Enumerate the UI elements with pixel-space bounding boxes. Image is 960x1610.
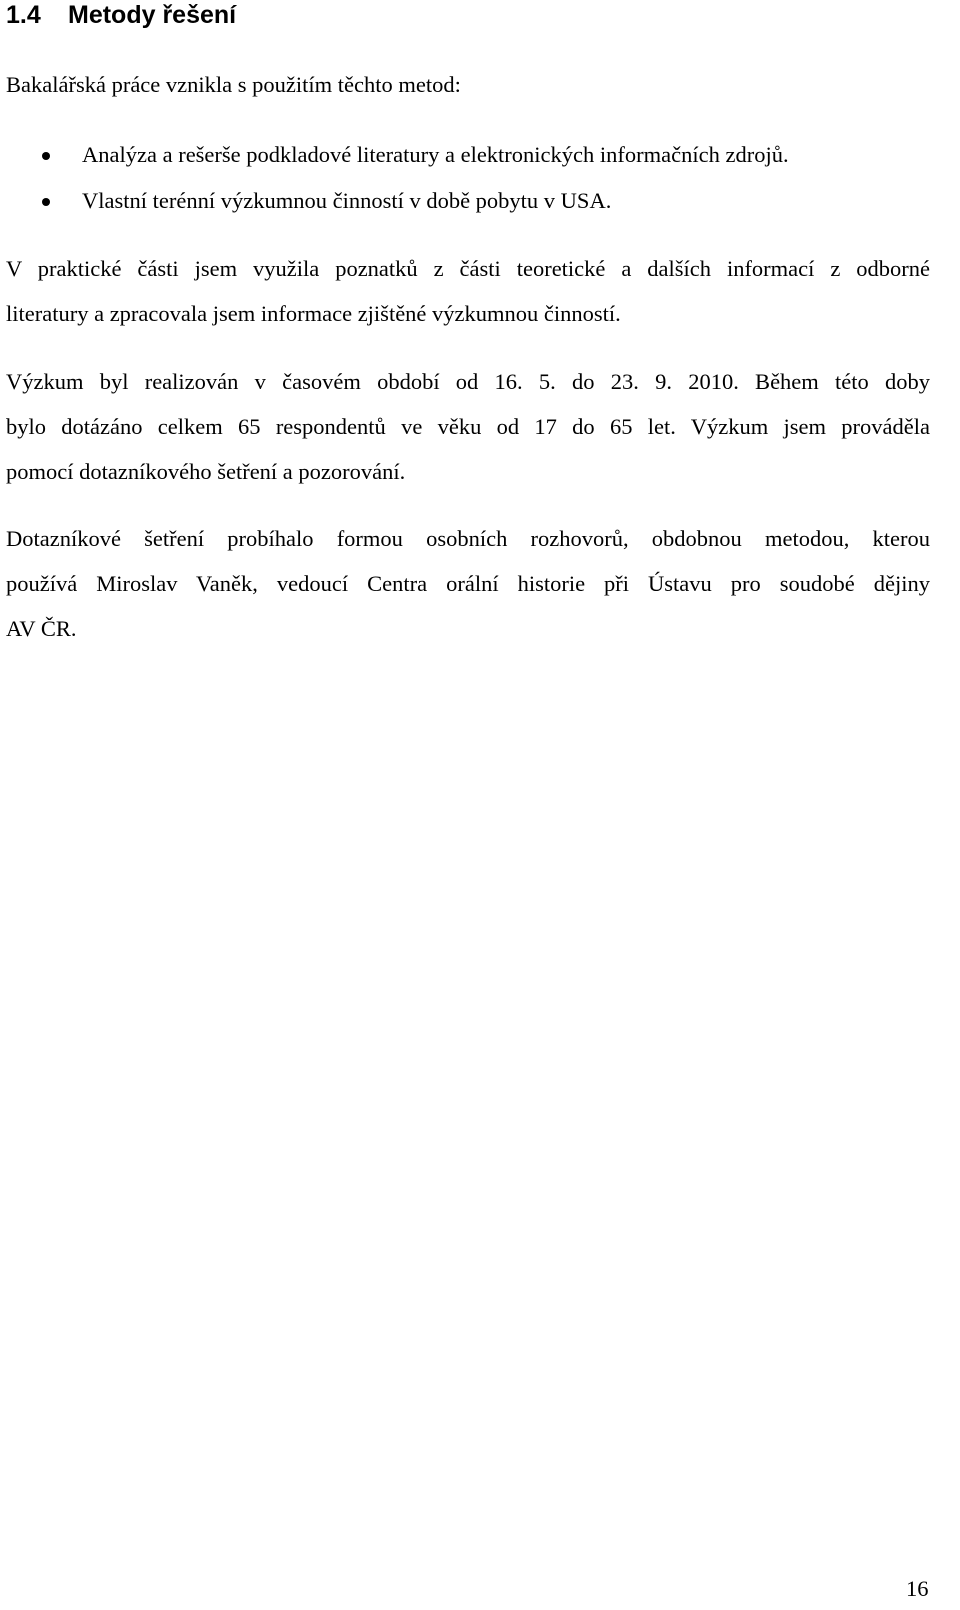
intro-sentence: Bakalářská práce vznikla s použitím těchto metod: <box>6 72 461 97</box>
section-title: Metody řešení <box>68 1 237 29</box>
paragraph-1-line-2: literatury a zpracovala jsem informace zjištěné výzkumnou činností. <box>6 301 621 326</box>
paragraph-3-line-2: používá Miroslav Vaněk, vedoucí Centra orální historie při Ústavu pro soudobé dějiny <box>6 571 930 596</box>
paragraph-3-line-1: Dotazníkové šetření probíhalo formou osobních rozhovorů, obdobnou metodou, kterou <box>6 526 930 551</box>
paragraph-2-line-1: Výzkum byl realizován v časovém období od 16. 5. do 23. 9. 2010. Během této doby <box>6 369 930 394</box>
paragraph-1-line-1: V praktické části jsem využila poznatků z části teoretické a dalších informací z odborné <box>6 256 930 281</box>
section-heading <box>6 0 236 30</box>
bullet-icon <box>42 198 50 206</box>
bullet-icon <box>42 152 50 160</box>
list-item-text: Analýza a rešerše podkladové literatury a elektronických informačních zdrojů. <box>82 142 789 167</box>
page-number: 16 <box>906 1576 929 1601</box>
paragraph-3-line-3: AV ČR. <box>6 616 77 641</box>
paragraph-2-line-3: pomocí dotazníkového šetření a pozorování. <box>6 459 406 484</box>
section-number: 1.4 <box>6 1 41 29</box>
paragraph-2-line-2: bylo dotázáno celkem 65 respondentů ve věku od 17 do 65 let. Výzkum jsem prováděla <box>6 414 930 439</box>
list-item-text: Vlastní terénní výzkumnou činností v době pobytu v USA. <box>82 188 612 213</box>
